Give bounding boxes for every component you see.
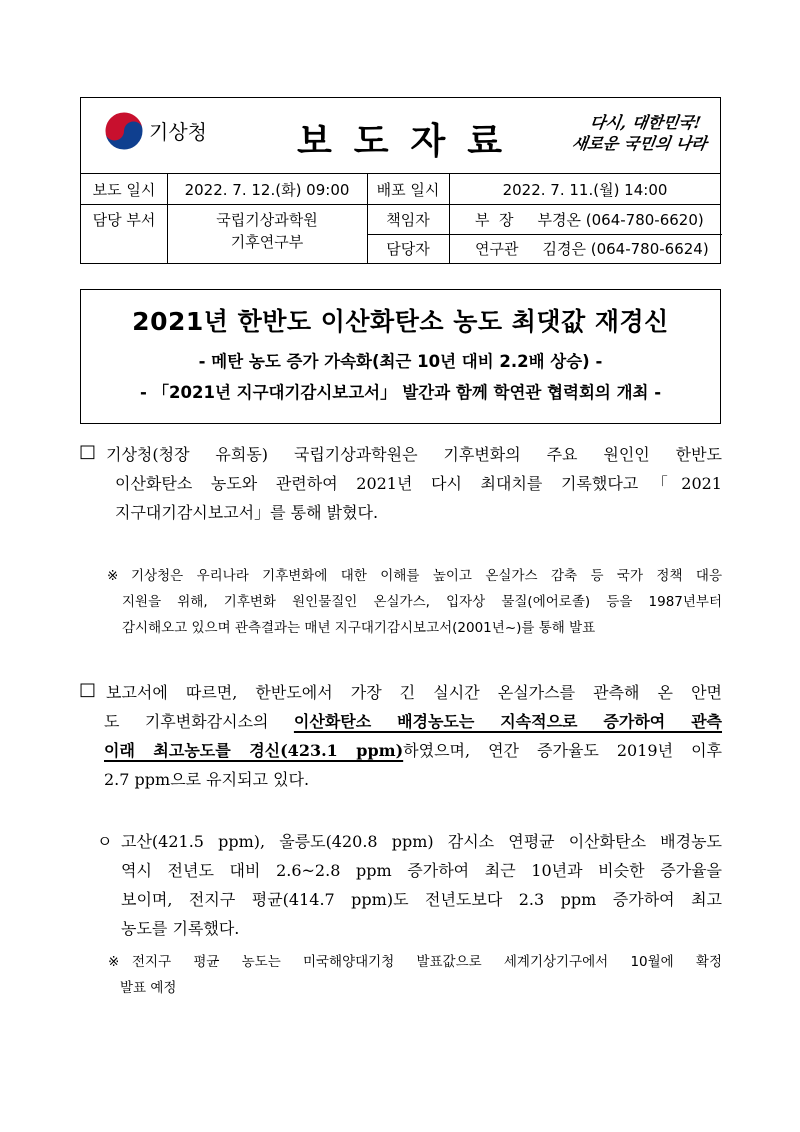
paragraph-2-line-3 — [104, 736, 722, 765]
slogan-line-1: 다시, 대한민국! — [588, 113, 703, 132]
department-row — [81, 205, 720, 263]
release-value: 2022. 7. 12.(화) 09:00 — [184, 180, 350, 199]
slogan-line-2: 새로운 국민의 나라 — [570, 134, 709, 153]
header-banner — [81, 98, 720, 174]
contact-label: 담당자 — [386, 240, 430, 258]
agency-name: 기상청 — [149, 120, 207, 144]
headline-subtitle-1: - 메탄 농도 증가 가속화(최근 10년 대비 2.2배 상승) - — [198, 352, 603, 371]
paragraph-3 — [121, 827, 722, 943]
release-label: 보도 일시 — [92, 180, 156, 199]
paragraph-2-line-3-b: 하였으며, 연간 증가율도 2019년 이후 — [403, 741, 722, 760]
press-release-header-table — [80, 97, 721, 264]
note-2-line-2: 발표 예정 — [120, 980, 177, 996]
paragraph-1-line-3: 지구대기감시보고서」를 통해 밝혔다. — [115, 503, 379, 522]
note-2 — [132, 949, 722, 975]
contact-role: 연구관 — [475, 240, 519, 258]
bullet-circle: ㅇ — [97, 832, 113, 851]
paragraph-2-highlight-1: 이산화탄소 배경농도는 지속적으로 증가하여 관측 — [293, 712, 723, 731]
responsible-value — [449, 205, 721, 234]
paragraph-2-line-1: 보고서에 따르면, 한반도에서 가장 긴 실시간 온실가스를 관측해 온 안면 — [106, 683, 722, 702]
headline-box — [80, 289, 721, 424]
paragraph-2-line-4: 2.7 ppm으로 유지되고 있다. — [104, 770, 310, 789]
paragraph-3-line-3: 보이며, 전지구 평균(414.7 ppm)도 전년도보다 2.3 ppm 증가하여 최고 — [121, 890, 722, 909]
note-1 — [131, 563, 722, 589]
release-row — [81, 174, 720, 204]
paragraph-2-line-2 — [104, 707, 722, 736]
headline-title: 2021년 한반도 이산화탄소 농도 최댓값 재경신 — [132, 307, 669, 336]
note-2-cont — [120, 975, 720, 1001]
paragraph-1-line-1: 기상청(청장 유희동) 국립기상과학원은 기후변화의 주요 원인인 한반도 — [106, 445, 722, 464]
document-title: 보도자료 — [296, 121, 525, 162]
note-1-line-1: 기상청은 우리나라 기후변화에 대한 이해를 높이고 온실가스 감축 등 국가 정책 대응 — [131, 568, 722, 584]
dept-value-institute: 국립기상과학원 — [216, 211, 318, 229]
responsible-role: 부 장 — [475, 211, 514, 229]
responsible-label: 책임자 — [386, 211, 430, 229]
paragraph-1-cont — [115, 469, 722, 527]
paragraph-2-highlight-2: 이래 최고농도를 경신(423.1 ppm) — [104, 741, 404, 760]
note-1-line-3: 감시해오고 있으며 관측결과는 매년 지구대기감시보고서(2001년~)를 통해 발표 — [122, 620, 596, 636]
distribute-label: 배포 일시 — [376, 180, 440, 199]
distribute-value: 2022. 7. 11.(월) 14:00 — [502, 180, 668, 199]
slogan-logo — [570, 112, 709, 162]
paragraph-2 — [106, 678, 722, 707]
dept-label: 담당 부서 — [92, 211, 156, 229]
contact-person: 김경은 (064-780-6624) — [542, 240, 709, 258]
paragraph-3-line-1: 고산(421.5 ppm), 울릉도(420.8 ppm) 감시소 연평균 이산화탄소 배경농도 — [121, 832, 722, 851]
contact-value — [449, 234, 721, 263]
note-mark-2: ※ — [108, 954, 120, 970]
paragraph-1-line-2: 이산화탄소 농도와 관련하여 2021년 다시 최대치를 기록했다고「2021 — [115, 474, 722, 493]
dept-value — [167, 205, 367, 263]
paragraph-3-line-4: 농도를 기록했다. — [121, 919, 240, 938]
paragraph-3-line-2: 역시 전년도 대비 2.6~2.8 ppm 증가하여 최근 10년과 비슷한 증가율을 — [121, 861, 722, 880]
headline-subtitle-2: - 「2021년 지구대기감시보고서」 발간과 함께 학연관 협력회의 개최 - — [139, 383, 662, 402]
paragraph-2-cont — [104, 707, 722, 794]
note-mark-1: ※ — [107, 568, 119, 584]
bullet-square-2: □ — [79, 679, 97, 700]
note-1-line-2: 지원을 위해, 기후변화 원인물질인 온실가스, 입자상 물질(에어로졸) 등을 1987년부터 — [122, 594, 722, 610]
note-1-cont — [122, 589, 722, 641]
responsible-contact: 부경온 (064-780-6620) — [537, 211, 704, 229]
bullet-square-1: □ — [79, 441, 97, 462]
paragraph-1 — [106, 440, 722, 469]
note-2-line-1: 전지구 평균 농도는 미국해양대기청 발표값으로 세계기상기구에서 10월에 확정 — [132, 954, 722, 970]
paragraph-2-line-2-a: 도 기후변화감시소의 — [104, 712, 294, 731]
dept-value-division: 기후연구부 — [230, 233, 304, 251]
